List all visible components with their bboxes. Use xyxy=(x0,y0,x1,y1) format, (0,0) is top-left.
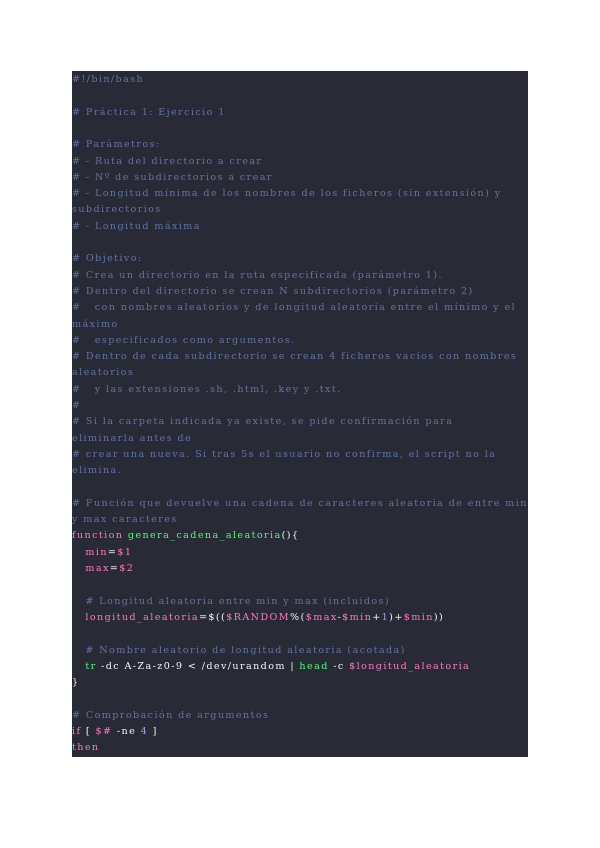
code-block xyxy=(72,71,528,757)
code-line xyxy=(72,251,528,267)
code-token: longitud_aleatoria xyxy=(85,611,199,623)
code-line xyxy=(72,72,528,88)
code-line xyxy=(72,691,528,707)
code-line xyxy=(72,170,528,186)
code-token: subdirectorios xyxy=(72,204,162,216)
code-token: -dc A-Za-z0-9 < /dev/urandom | xyxy=(96,660,300,672)
code-token: máximo xyxy=(72,318,119,330)
code-line xyxy=(72,626,528,642)
code-token xyxy=(72,612,85,623)
code-token: # Dentro del directorio se crean N subdirectorios (parámetro 2) xyxy=(72,285,474,297)
code-line xyxy=(72,545,528,561)
code-token: aleatorios xyxy=(72,367,135,379)
code-token: ] xyxy=(148,726,158,737)
code-line xyxy=(72,137,528,153)
code-token: =$(( xyxy=(198,611,227,623)
code-token: # - Longitud máxima xyxy=(72,220,201,232)
code-line xyxy=(72,121,528,137)
code-line xyxy=(72,186,528,202)
code-line xyxy=(72,154,528,170)
code-line xyxy=(72,284,528,300)
code-line xyxy=(72,480,528,496)
code-line xyxy=(72,333,528,349)
code-token: #!/bin/bash xyxy=(72,74,145,85)
code-token: tr xyxy=(85,660,97,672)
code-token: $2 xyxy=(119,563,135,574)
code-token: # Comprobación de argumentos xyxy=(72,709,270,721)
code-token: # Práctica 1: Ejercicio 1 xyxy=(72,106,226,118)
code-token: if xyxy=(72,726,82,737)
code-line xyxy=(72,659,528,675)
code-token: # Crea un directorio en la ruta especificada (parámetro 1). xyxy=(72,269,443,281)
code-token xyxy=(72,661,85,672)
code-line xyxy=(72,300,528,316)
code-token: = xyxy=(107,546,118,558)
code-line xyxy=(72,512,528,528)
code-line xyxy=(72,349,528,365)
code-token: $RANDOM xyxy=(226,611,291,623)
code-token: $longitud_aleatoria xyxy=(349,660,471,672)
code-line xyxy=(72,496,528,512)
code-line xyxy=(72,610,528,626)
code-token: # - Ruta del directorio a crear xyxy=(72,155,263,167)
code-token: # y las extensiones .sh, .html, .key y .txt. xyxy=(72,383,342,395)
code-token: head xyxy=(299,660,329,672)
code-token: $min xyxy=(342,611,373,623)
code-token: # Longitud aleatoria entre min y max (incluidos) xyxy=(85,595,391,607)
code-token: # crear una nueva. Si tras 5s el usuario no confirma, el script no la xyxy=(72,448,497,460)
code-token: then xyxy=(72,742,100,754)
code-line xyxy=(72,708,528,724)
code-token: y max caracteres xyxy=(72,514,178,526)
code-token: 1 xyxy=(381,611,390,623)
code-token: )+ xyxy=(389,611,404,623)
code-token: # - Longitud mínima de los nombres de los ficheros (sin extensión) y xyxy=(72,188,502,200)
code-token: )) xyxy=(433,611,445,623)
code-token: function xyxy=(72,530,124,542)
code-token: %( xyxy=(290,611,306,623)
code-token: [ xyxy=(81,726,96,737)
code-line xyxy=(72,105,528,121)
code-token: 4 xyxy=(140,726,149,737)
code-line xyxy=(72,219,528,235)
code-token: $1 xyxy=(117,546,133,558)
code-token: # Función que devuelve una cadena de caracteres aleatoria de entre min xyxy=(72,497,528,509)
code-line xyxy=(72,365,528,381)
code-line xyxy=(72,268,528,284)
code-token: # Objetivo: xyxy=(72,253,143,265)
code-line xyxy=(72,431,528,447)
code-line xyxy=(72,594,528,610)
code-token: # especificados como argumentos. xyxy=(72,334,296,346)
code-token: -c xyxy=(328,660,350,672)
code-line xyxy=(72,561,528,577)
code-token: # con nombres aleatorios y de longitud aleatoria entre el mínimo y el xyxy=(72,302,517,314)
code-line xyxy=(72,447,528,463)
code-token: # xyxy=(72,400,82,411)
code-line xyxy=(72,317,528,333)
code-token: max xyxy=(85,563,110,574)
code-line xyxy=(72,675,528,691)
code-line xyxy=(72,577,528,593)
code-line xyxy=(72,382,528,398)
code-line xyxy=(72,740,528,756)
code-line xyxy=(72,414,528,430)
code-token: # Si la carpeta indicada ya existe, se pide confirmación para xyxy=(72,416,454,428)
code-token: # - Nº de subdirectorios a crear xyxy=(72,171,273,183)
code-token: elimina. xyxy=(72,465,123,477)
code-token: $max xyxy=(305,611,338,623)
code-token: min xyxy=(85,546,108,558)
code-line xyxy=(72,724,528,740)
code-token: (){ xyxy=(281,530,300,542)
code-token: # Parámetros: xyxy=(72,139,161,151)
code-token: # Nombre aleatorio de longitud aleatoria (acotada) xyxy=(85,644,406,656)
code-token xyxy=(72,645,85,656)
code-line xyxy=(72,398,528,414)
code-token xyxy=(72,547,85,558)
code-line xyxy=(72,235,528,251)
code-line xyxy=(72,88,528,104)
code-token: $min xyxy=(403,611,434,623)
code-token: $# xyxy=(95,726,113,737)
code-line xyxy=(72,463,528,479)
code-token: -ne xyxy=(112,726,141,737)
code-token xyxy=(72,596,85,607)
code-token: genera_cadena_aleatoria xyxy=(127,530,282,542)
code-line xyxy=(72,643,528,659)
code-token: = xyxy=(109,563,120,574)
code-token: eliminarla antes de xyxy=(72,432,193,444)
code-token: # Dentro de cada subdirectorio se crean 4 ficheros vacíos con nombres xyxy=(72,351,518,363)
code-line xyxy=(72,202,528,218)
code-line xyxy=(72,528,528,544)
code-token xyxy=(72,563,85,574)
code-token: + xyxy=(372,611,382,623)
code-token: - xyxy=(337,611,343,623)
code-token: } xyxy=(72,677,80,689)
